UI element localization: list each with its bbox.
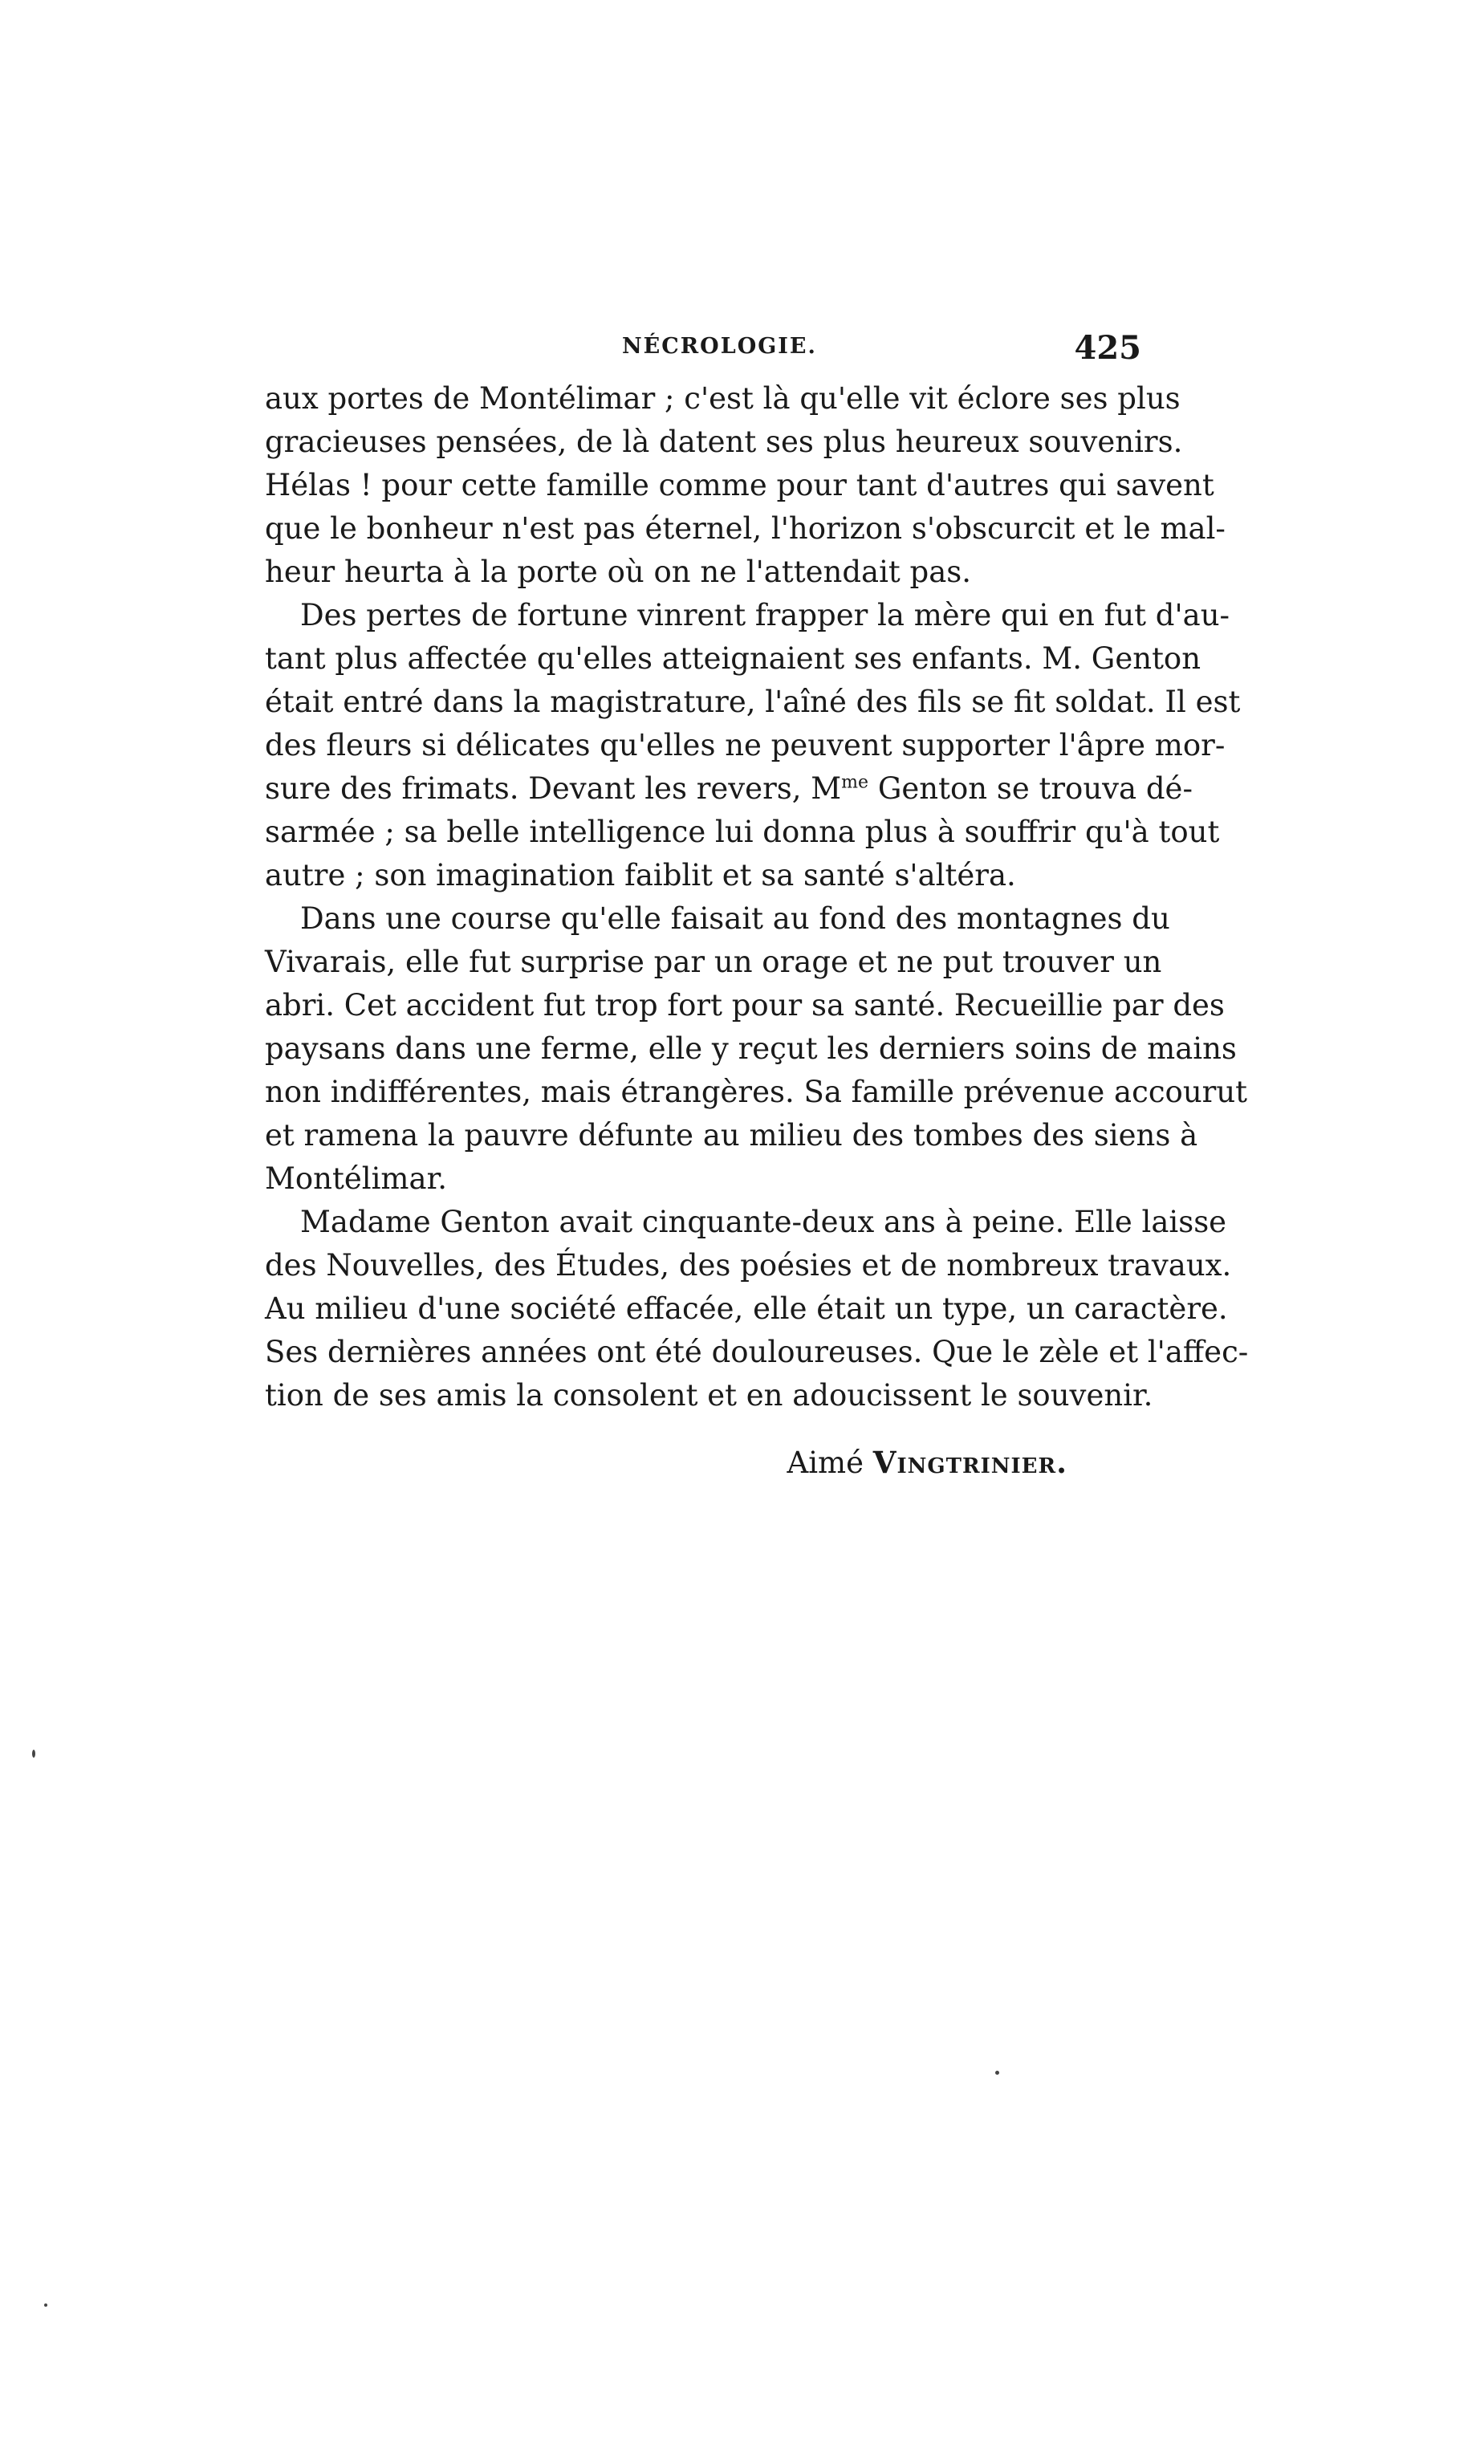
text-fragment: Genton se trouva dé- [868, 771, 1193, 806]
running-head: NÉCROLOGIE. [622, 334, 817, 359]
text-line: aux portes de Montélimar ; c'est là qu'elle vit éclore ses plus [265, 381, 1181, 416]
text-line-mme [265, 767, 1193, 811]
text-line: paysans dans une ferme, elle y reçut les derniers soins de mains [265, 1031, 1237, 1066]
paragraph-3 [265, 897, 1248, 1201]
text-line: Au milieu d'une société effacée, elle était un type, un caractère. [265, 1291, 1228, 1326]
paragraph-4 [265, 1201, 1249, 1417]
paragraph-2 [265, 594, 1241, 897]
text-line: tant plus affectée qu'elles atteignaient ses enfants. M. Genton [265, 641, 1201, 676]
signature-first-name: Aimé [787, 1445, 864, 1480]
text-line: abri. Cet accident fut trop fort pour sa santé. Recueillie par des [265, 988, 1225, 1023]
text-line: autre ; son imagination faiblit et sa santé s'altéra. [265, 858, 1016, 892]
text-line: Vivarais, elle fut surprise par un orage et ne put trouver un [265, 945, 1162, 979]
text-line: Montélimar. [265, 1161, 447, 1196]
text-line: Madame Genton avait cinquante-deux ans à peine. Elle laisse [300, 1205, 1227, 1239]
text-line: que le bonheur n'est pas éternel, l'horizon s'obscurcit et le mal- [265, 511, 1226, 546]
signature-surname: Vingtrinier. [872, 1445, 1067, 1480]
paragraph-1 [265, 377, 1226, 594]
superscript: me [841, 772, 869, 793]
author-signature [265, 1445, 1067, 1480]
page-number: 425 [1074, 329, 1141, 367]
text-line: non indifférentes, mais étrangères. Sa famille prévenue accourut [265, 1075, 1248, 1109]
body-text [265, 377, 1249, 1417]
paper-speck [995, 2071, 999, 2075]
text-line: Dans une course qu'elle faisait au fond des montagnes du [300, 901, 1170, 936]
text-line: et ramena la pauvre défunte au milieu des tombes des siens à [265, 1118, 1198, 1153]
text-line: gracieuses pensées, de là datent ses plus heureux souvenirs. [265, 425, 1183, 459]
text-line: était entré dans la magistrature, l'aîné des fils se fit soldat. Il est [265, 685, 1241, 719]
text-line: des fleurs si délicates qu'elles ne peuvent supporter l'âpre mor- [265, 728, 1226, 762]
paper-speck [44, 2303, 47, 2307]
text-line: Ses dernières années ont été douloureuses. Que le zèle et l'affec- [265, 1335, 1249, 1369]
paper-speck [32, 1750, 35, 1758]
text-line: Hélas ! pour cette famille comme pour tant d'autres qui savent [265, 468, 1214, 502]
text-line: tion de ses amis la consolent et en adoucissent le souvenir. [265, 1378, 1153, 1413]
text-line: des Nouvelles, des Études, des poésies et de nombreux travaux. [265, 1248, 1232, 1283]
page-header [265, 329, 1157, 377]
text-line: sarmée ; sa belle intelligence lui donna plus à souffrir qu'à tout [265, 815, 1220, 849]
text-fragment: sure des frimats. Devant les revers, M [265, 771, 842, 806]
text-line: heur heurta à la porte où on ne l'attendait pas. [265, 555, 972, 589]
text-line: Des pertes de fortune vinrent frapper la mère qui en fut d'au- [300, 598, 1230, 632]
